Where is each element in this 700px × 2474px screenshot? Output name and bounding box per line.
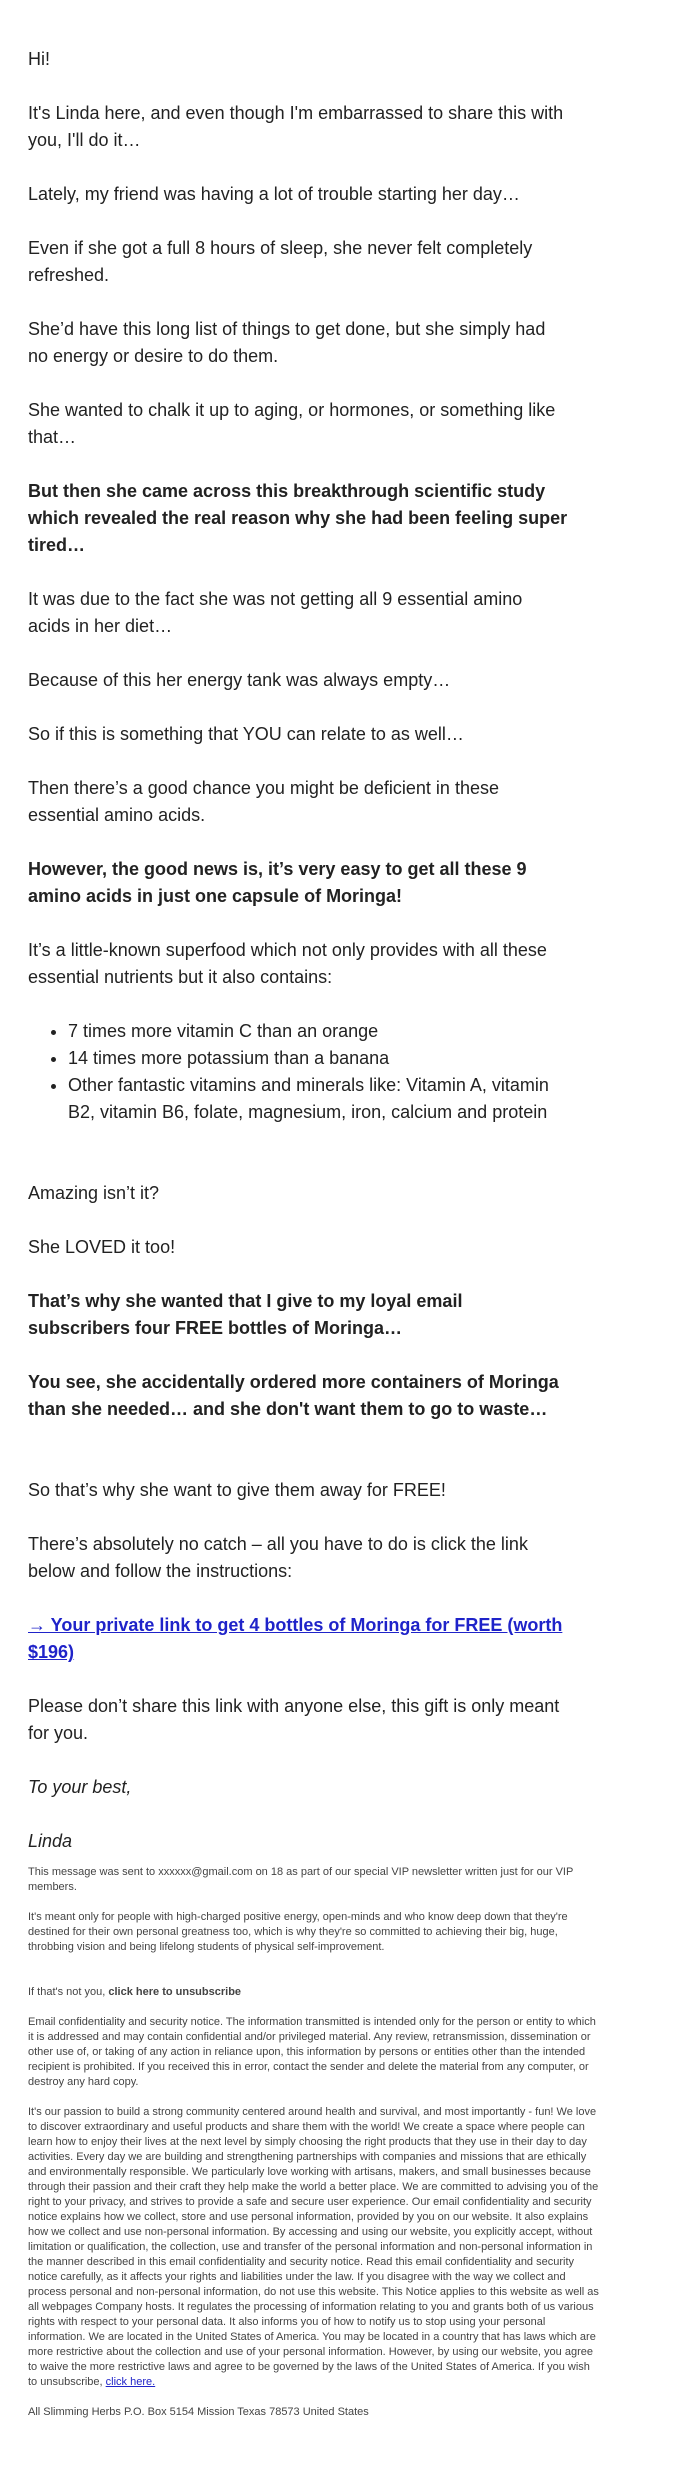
unsubscribe-here-link[interactable]: click here. [105,2376,156,2388]
paragraph: She’d have this long list of things to get done, but she simply had no energy or desire to do them. [28,319,546,366]
offer-link[interactable]: → Your private link to get 4 bottles of Moringa for FREE (worth $196) [28,1615,563,1662]
signature: Linda [28,1831,73,1851]
bold-paragraph: However, the good news is, it’s very easy to get all these 9 amino acids in just one capsule of Moringa! [28,859,527,906]
company-notice-text: It's our passion to build a strong community centered around health and survival, and most importantly - fun! We love to discover extraordinary and useful products and share them with the world! We create a space where people can learn how to enjoy their lives at the next level by simply choosing the right products that they use in their day to day activities. Every day we are building and strengthening partnerships with companies and missions that are ethically and environmentally responsible. We particularly love working with artisans, makers, and small businesses because through their passion and their craft they help make the world a better place. We are committed to advising you of the right to your privacy, and strives to provide a safe and secure user experience. Our email confidentiality and security notice explains how we collect, store and use personal information, provided by you on our website. It also explains how we collect and use non-personal information. By accessing and using our website, you explicitly accept, without limitation or qualification, the collection, use and transfer of the personal information and non-personal information in the manner described in this email confidentiality and security notice. Read this email confidentiality and security notice carefully, as it affects your rights and liabilities under the law. If you disagree with the way we collect and process personal and non-personal information, do not use this website. This Notice applies to this website as well as all webpages Company hosts. It regulates the processing of information relating to you and grants both of us various rights with respect to your personal data. It also informs you of how to notify us to stop using your personal information. We are located in the United States of America. You may be located in a country that has laws which are more restrictive about the collection and use of your personal information. However, by using our website, you agree to waive the more restrictive laws and agree to be governed by the laws of the United States of America. If you wish to unsubscribe, [28,2106,599,2388]
paragraph: She LOVED it too! [28,1237,176,1257]
sent-to-notice: This message was sent to xxxxxx@gmail.com on 18 as part of our special VIP newsletter written just for our VIP members. [28,1866,574,1893]
unsubscribe-prefix: If that's not you, [28,1986,109,1998]
list-item: • 7 times more vitamin C than an orange [68,1018,568,1045]
paragraph: So that’s why she want to give them away for FREE! [28,1480,446,1500]
paragraph: Because of this her energy tank was always empty… [28,670,451,690]
benefits-list [28,1018,568,1126]
intro-paragraph: It's Linda here, and even though I'm embarrassed to share this with you, I'll do it… [28,103,564,150]
offer-paragraph [28,1612,568,1666]
bold-paragraph: You see, she accidentally ordered more containers of Moringa than she needed… and she don't want them to go to waste… [28,1372,559,1419]
paragraph: Then there’s a good chance you might be deficient in these essential amino acids. [28,778,499,825]
greeting: Hi! [28,49,50,69]
unsubscribe-line [28,1985,600,2000]
paragraph: It’s a little-known superfood which not only provides with all these essential nutrients but it also contains: [28,940,547,987]
paragraph: She wanted to chalk it up to aging, or hormones, or something like that… [28,400,556,447]
paragraph: Amazing isn’t it? [28,1183,160,1203]
company-address: All Slimming Herbs P.O. Box 5154 Mission Texas 78573 United States [28,2406,369,2418]
confidentiality-notice: Email confidentiality and security notice. The information transmitted is intended only for the person or entity to which it is addressed and may contain confidential and/or privileged material. Any review, retransmission, dissemination or other use of, or taking of any action in reliance upon, this information by persons or entities other than the intended recipient is prohibited. If you received this in error, contact the sender and delete the material from any computer, or destroy any hard copy. [28,2016,596,2088]
bold-paragraph: That’s why she wanted that I give to my loyal email subscribers four FREE bottles of Moringa… [28,1291,463,1338]
list-item: • Other fantastic vitamins and minerals like: Vitamin A, vitamin B2, vitamin B6, folate, magnesium, iron, calcium and protein [68,1072,568,1126]
paragraph: Lately, my friend was having a lot of trouble starting her day… [28,184,520,204]
signoff: To your best, [28,1777,132,1797]
list-item: • 14 times more potassium than a banana [68,1045,568,1072]
company-notice [28,2105,600,2390]
unsubscribe-link[interactable]: click here to unsubscribe [108,1986,242,1998]
bold-paragraph: But then she came across this breakthrough scientific study which revealed the real reason why she had been feeling super tired… [28,481,568,555]
paragraph: It was due to the fact she was not getting all 9 essential amino acids in her diet… [28,589,523,636]
paragraph: Even if she got a full 8 hours of sleep, she never felt completely refreshed. [28,238,533,285]
audience-notice: It's meant only for people with high-charged positive energy, open-minds and who know deep down that they're destined for their own personal greatness too, which is why they're so committed to achieving their big, huge, throbbing vision and being lifelong students of physical self-improvement. [28,1911,568,1953]
paragraph: So if this is something that YOU can relate to as well… [28,724,464,744]
paragraph: Please don’t share this link with anyone else, this gift is only meant for you. [28,1696,560,1743]
paragraph: There’s absolutely no catch – all you have to do is click the link below and follow the instructions: [28,1534,528,1581]
